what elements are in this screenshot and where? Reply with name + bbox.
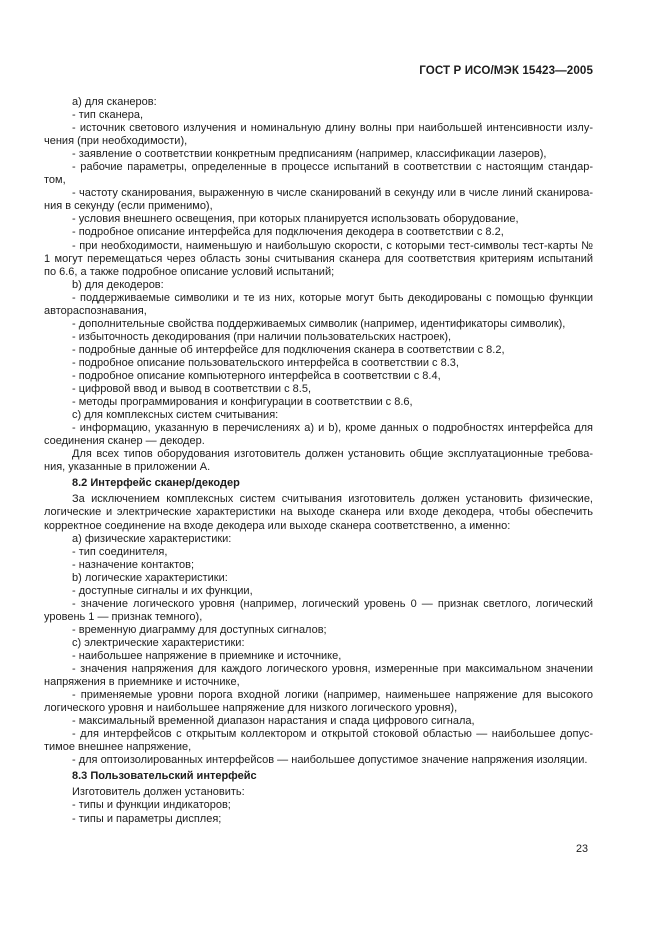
list-item-letter: b) логические характеристики: [72, 571, 228, 584]
list-item: - избыточность декодирования (при наличии пользовательских настроек), [72, 330, 452, 343]
list-item: - подробное описание интерфейса для подключения декодера в соответствии с 8.2, [72, 226, 504, 239]
list-item: - типы и параметры дисплея; [72, 812, 222, 825]
document-body [0, 96, 661, 826]
page-number: 23 [575, 843, 588, 855]
list-item: - дополнительные свойства поддерживаемых символик (например, идентификаторы символик), [72, 317, 566, 330]
list-item: - применяемые уровни порога входной логики (например, наименьшее напряжение для высокого логического уровня и наибольшее напряжение для низкого логического уровня), [44, 689, 593, 715]
section-heading: 8.3 Пользовательский интерфейс [72, 770, 257, 783]
list-item: - значения напряжения для каждого логического уровня, измеренные при максимальном значении напряжения в приемнике и источнике, [44, 663, 593, 689]
list-item: - частоту сканирования, выраженную в числе сканирований в секунду или в числе линий сканирования в секунду (если применимо), [44, 187, 593, 213]
list-item: - наибольшее напряжение в приемнике и источнике, [72, 649, 342, 662]
list-item: - цифровой ввод и вывод в соответствии с 8.5, [72, 383, 311, 396]
page-footer [576, 843, 588, 855]
list-item-letter: b) для декодеров: [72, 278, 164, 291]
list-item-letter: a) для сканеров: [72, 96, 157, 108]
list-item: - подробные данные об интерфейсе для подключения сканера в соответствии с 8.2, [72, 343, 505, 356]
list-item: - тип соединителя, [72, 545, 168, 558]
list-item: - доступные сигналы и их функции, [72, 584, 253, 597]
page-header [0, 0, 661, 77]
list-item-letter: a) физические характеристики: [72, 532, 232, 545]
list-item: - при необходимости, наименьшую и наибольшую скорости, с которыми тест-символы тест-карты № 1 могут перемещаться через область зоны считывания сканера для соответствия критериям испытаний по 6.6, а также подробное описание условий испытаний; [44, 239, 593, 278]
list-item: - типы и функции индикаторов; [72, 799, 231, 812]
list-item: - значение логического уровня (например, логический уровень 0 — признак светлого, логический уровень 1 — признак темного), [44, 597, 593, 623]
document-number: ГОСТ Р ИСО/МЭК 15423—2005 [419, 64, 593, 77]
list-item: - тип сканера, [72, 109, 144, 122]
list-item: - максимальный временной диапазон нарастания и спада цифрового сигнала, [72, 715, 475, 728]
list-item: - подробное описание пользовательского интерфейса в соответствии с 8.3, [72, 356, 459, 369]
list-item: - временную диаграмму для доступных сигналов; [72, 623, 327, 636]
paragraph: За исключением комплексных систем считывания изготовитель должен установить физические, логические и электрические характеристики на выходе сканера или входе декодера, чтобы обеспечить корректное соединение на входе декодера или выходе сканера соответственно, а именно: [44, 493, 593, 532]
list-item: - подробное описание компьютерного интерфейса в соответствии с 8.4, [72, 369, 441, 382]
list-item: - информацию, указанную в перечислениях a) и b), кроме данных о подробностях интерфейса для соединения сканер — декодер. [44, 422, 593, 448]
list-item-letter: c) для комплексных систем считывания: [72, 409, 279, 422]
section-heading: 8.2 Интерфейс сканер/декодер [72, 477, 240, 490]
list-item: - источник светового излучения и номинальную длину волны при наибольшей интенсивности излучения (при необходимости), [44, 122, 593, 148]
list-item-letter: c) электрические характеристики: [72, 636, 245, 649]
list-item: - условия внешнего освещения, при которых планируется использовать оборудование, [72, 213, 519, 226]
paragraph: Изготовитель должен установить: [72, 786, 245, 799]
list-item: - для оптоизолированных интерфейсов — наибольшее допустимое значение напряжения изоляции. [72, 754, 588, 767]
list-item: - для интерфейсов с открытым коллектором и открытой стоковой областью — наибольшее допустимое внешнее напряжение, [44, 728, 593, 754]
list-item: - заявление о соответствии конкретным предписаниям (например, классификации лазеров), [72, 148, 547, 161]
list-item: - назначение контактов; [72, 558, 195, 571]
paragraph: Для всех типов оборудования изготовитель должен установить общие эксплуатационные требования, указанные в приложении А. [44, 448, 593, 474]
list-item: - поддерживаемые символики и те из них, которые могут быть декодированы с помощью функции автораспознавания, [44, 291, 593, 317]
list-item: - рабочие параметры, определенные в процессе испытаний в соответствии с настоящим стандартом, [44, 161, 593, 187]
list-item: - методы программирования и конфигурации в соответствии с 8.6, [72, 396, 413, 409]
